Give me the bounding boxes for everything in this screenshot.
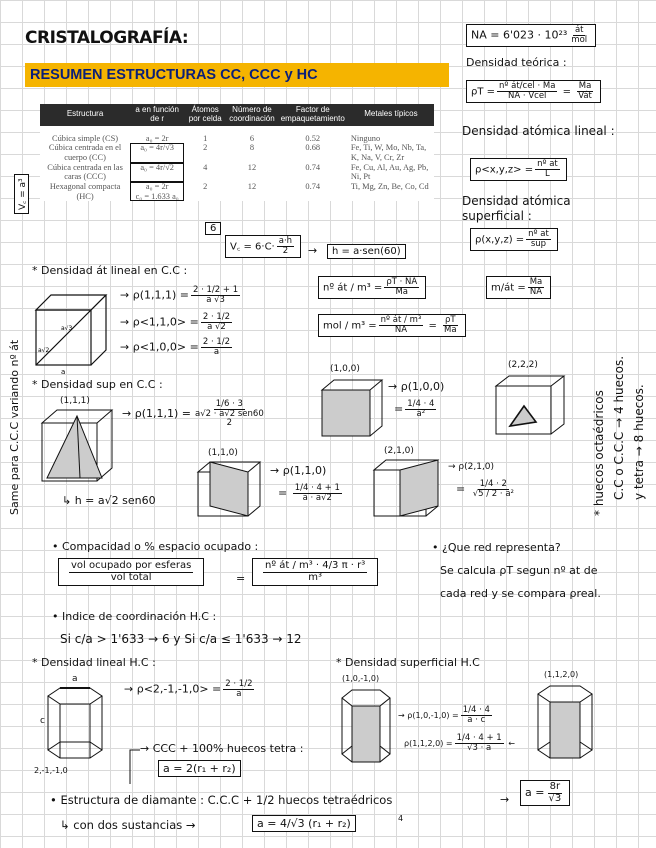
diamond-structure-note: • Estructura de diamante : C.C.C + 1/2 huecos tetraédricos (50, 793, 393, 807)
table-header: Estructura (40, 104, 130, 126)
rho-t-num: nº át/cel · Ma (499, 81, 556, 91)
sd-100-eq (394, 400, 438, 419)
comp-num2: nº át / m³ · 4/3 π · r³ (265, 560, 366, 571)
table-cell: 6 (249, 133, 255, 143)
sd-210-eq: = $\frac{1/4 \cdot 2}{\text{√5 / 2 · a²}}$ (456, 479, 514, 499)
table-cell: Fe, Ti, W, Mo, Nb, Ta, K, Na, V, Cr, Zr (350, 143, 427, 162)
plane-222-diagram (496, 374, 571, 439)
same-ccc-note: Same para C.C.C variando nº át (8, 339, 21, 515)
table-header-row (40, 104, 434, 126)
table-cell: 1 (203, 133, 208, 143)
ld-110-num: 2 · 1/2 (202, 312, 231, 322)
nat-m3-label: nº át / m³ = (323, 282, 383, 294)
sd-hc2-den: √3 · a (467, 742, 492, 753)
coordination-index-rule: Si c/a > 1'633 → 6 y Si c/a ≤ 1'633 → 12 (60, 632, 302, 646)
atoms-per-m3-formula (318, 276, 426, 299)
nat-m3-den: Ma (395, 286, 409, 297)
table-cell: 0.52 (305, 133, 321, 143)
height-formula-text: h = a√2 sen60 (74, 494, 156, 507)
hc-atoms-note: 6 (205, 222, 221, 235)
ld-hc-num: 2 · 1/2 (225, 679, 253, 689)
two-substances-note: ↳ con dos sustancias → (60, 818, 196, 832)
ld-110-label: ρ<1,1,0> = (132, 315, 199, 329)
table-cell: 8 (249, 143, 255, 153)
sd-hc1: → ρ(1,0,-1,0) = $\frac{1/4 \cdot 4}{a \cdot c}$ (398, 705, 490, 725)
which-lattice-answer-1: Se calcula ρT segun nº at de (440, 564, 598, 577)
sd-110-num: 1/4 · 4 + 1 (294, 483, 340, 493)
sd-100-num: 1/4 · 4 (407, 399, 435, 409)
mass-per-atom-formula (486, 276, 551, 299)
plane-label-222: (2,2,2) (508, 360, 538, 370)
rho-t-den: NA · Vcel (508, 90, 547, 101)
na-right: A = 6'023 · 10²³ (479, 28, 568, 42)
surface-density-cc-heading: * Densidad sup en C.C : (32, 378, 163, 391)
mat-label: m/át = (491, 282, 526, 294)
plane-210-diagram (374, 458, 454, 520)
ld-hc: → ρ<2,-1,-1,0> = $\frac{2 \cdot 1/2}{a}$ (124, 679, 253, 699)
ld-100-num: 2 · 1/2 (202, 337, 231, 347)
ld-111: → ρ(1,1,1) = $\frac{2 \cdot 1/2 + 1}{a √3}$ (120, 285, 239, 305)
mat-num: Ma (529, 277, 543, 287)
sd-100-eq-sign: = (394, 402, 404, 416)
table-row (40, 182, 434, 201)
arrow: → (308, 244, 318, 257)
surface-density-formula (470, 228, 558, 251)
table-cell: Ninguno (350, 133, 381, 143)
ld-111-den: a √3 (206, 294, 225, 305)
rho-t-num2: Ma (578, 81, 592, 91)
linear-density-cc-heading: * Densidad át lineal en C.C : (32, 264, 188, 277)
ccc-tetra-note: → CCC + 100% huecos tetra : (140, 742, 304, 755)
cc-cube-diagram (36, 290, 116, 376)
mol-m3-num1: nº át / m³ (380, 315, 422, 325)
diamond-a-label: a = (525, 786, 545, 799)
table-row (40, 143, 434, 162)
diamond-a-num: 8r (549, 781, 561, 792)
sd-111: → ρ(1,1,1) = 1/6 · 3 a√2 · a√2 sen60 2 (122, 399, 264, 428)
octahedral-holes-note: * huecos octaédricos (592, 390, 606, 516)
theoretical-density-formula: ρT = $\frac{\text{nº át/cel · Ma}}{\text{NA · Vcel}}$ = $\frac{Ma}{\text{Vát}}$ (466, 80, 601, 103)
ld-hc-label: ρ<2,-1,-1,0> = (136, 682, 222, 696)
hc-c-label: c (40, 716, 45, 726)
theoretical-density-heading: Densidad teórica : (466, 56, 567, 69)
hc-a-label: a (72, 674, 78, 684)
mol-m3-den1: NA (394, 324, 408, 335)
table-cell: 4 (203, 162, 208, 172)
linear-density-hc-heading: * Densidad lineal H.C : (32, 656, 156, 669)
ld-100: → ρ<1,0,0> = $\frac{2 \cdot 1/2}{a}$ (120, 337, 231, 357)
vc-hex-num: a·h (278, 236, 293, 246)
tetra-holes-note: y tetra → 8 huecos. (632, 384, 646, 500)
sd-210-label: ρ(2,1,0) (458, 462, 495, 472)
sd-hc1-num: 1/4 · 4 (462, 705, 490, 715)
compactness-formula-2 (252, 558, 378, 586)
comp-den2: m³ (308, 571, 322, 583)
page-number: 4 (398, 814, 404, 823)
a-r1-formula: a = 2(r₁ + r₂) (158, 760, 241, 777)
height-formula: ↳ h = a√2 sen60 (62, 494, 156, 507)
ld-111-num: 2 · 1/2 + 1 (193, 285, 239, 295)
ld-100-den: a (213, 346, 220, 357)
table-cell: 0.68 (305, 143, 321, 153)
na-unit-num: át (574, 25, 584, 35)
sd-111-den2: 2 (226, 417, 233, 428)
rho-lin-den: L (545, 168, 550, 179)
h-hex-formula: h = a·sen(60) (327, 244, 406, 259)
rho-sup-num: nº at (528, 229, 549, 239)
sd-hc1-den: a · c (467, 714, 486, 725)
ld-111-label: ρ(1,1,1) = (132, 288, 189, 302)
table-cell: a₀ = 2r c₀ = 1.633 a₀ (130, 182, 184, 201)
sd-110-den: a · a√2 (302, 492, 332, 503)
structures-table (40, 104, 434, 201)
table-cell: a₀ = 4r/√3 (130, 143, 184, 162)
hcp-plane-1-diagram (342, 686, 402, 770)
page-title: CRISTALOGRAFÍA: (25, 28, 189, 48)
sd-210-num: 1/4 · 2 (479, 479, 507, 489)
table-cell: 2 (203, 143, 208, 153)
ld-hc-den: a (236, 688, 242, 699)
diamond-a-den: √3 (548, 792, 562, 804)
compactness-formula (58, 558, 204, 586)
rho-sup-label: ρ(x,y,z) = (475, 234, 525, 246)
comp-den: vol total (110, 571, 152, 583)
table-header: Átomos por celda (184, 104, 226, 126)
vc-cube-formula: V꜀ = a³ (14, 174, 29, 214)
hc-direction-label: 2,-1,-1,0 (34, 766, 68, 775)
table-cell: Cúbica simple (CS) (52, 133, 119, 143)
rho-sup-den: sup (530, 238, 547, 249)
structures-table-wrap (40, 104, 434, 201)
avogadro-formula (466, 24, 596, 47)
na-unit-den: mol (571, 34, 588, 45)
rho-t-den2: Vát (578, 90, 592, 101)
table-cell: Hexagonal compacta (HC) (49, 181, 121, 201)
ld-100-label: ρ<1,0,0> = (132, 340, 199, 354)
sd-100-den: a² (416, 408, 426, 419)
sd-hc2-label: ρ(1,1,2,0) = (404, 738, 453, 748)
which-lattice-question: • ¿Que red representa? (432, 541, 561, 554)
coordination-index-heading: • Indice de coordinación H.C : (52, 610, 217, 623)
ld-110-den: a √2 (207, 321, 226, 332)
table-cell: Cúbica centrada en el cuerpo (CC) (48, 143, 122, 162)
mol-m3-label: mol / m³ = (323, 320, 377, 332)
ld-110: → ρ<1,1,0> = $\frac{2 \cdot 1/2}{a √2}$ (120, 312, 231, 332)
table-cell: a₀ = 2r (145, 133, 169, 143)
plane-110-diagram (198, 460, 278, 520)
table-row (40, 126, 434, 144)
sd-100-label: ρ(1,0,0) (400, 380, 445, 393)
vc-hex-label: V꜀ = 6·C· (230, 241, 275, 253)
table-cell: 2 (203, 181, 208, 191)
connector-line (126, 750, 146, 790)
plane-111-diagram (42, 408, 122, 488)
hcp-plane-2-diagram (538, 682, 604, 766)
ccc-holes-note: C.C o C.C.C → 4 huecos. (612, 355, 626, 500)
nat-m3-num: ρT · NA (386, 277, 418, 287)
sd-111-den: a√2 · a√2 sen60 (195, 408, 264, 419)
plane-100-diagram (322, 378, 392, 438)
diamond-a-formula (520, 780, 570, 806)
table-cell: 12 (247, 181, 257, 191)
equals: = (236, 572, 246, 585)
rho-lin-label: ρ<x,y,z> = (475, 164, 534, 176)
a-r2-formula: a = 4/√3 (r₁ + r₂) (252, 815, 356, 832)
table-header: Número de coordinación (226, 104, 277, 126)
mol-m3-num2: ρT (444, 315, 456, 325)
rho-t-label: ρT = (471, 86, 496, 98)
table-header: a en función de r (130, 104, 184, 126)
plane-label-210: (2,1,0) (384, 446, 414, 456)
table-header: Metales típicos (348, 104, 434, 126)
plane-label-hc2: (1,1,2,0) (544, 670, 579, 679)
compactness-heading: • Compacidad o % espacio ocupado : (52, 540, 259, 553)
sd-210-den: √5 / 2 · a² (472, 488, 514, 499)
hcp-prism-diagram (50, 684, 120, 766)
table-cell: Ti, Mg, Zn, Be, Co, Cd (350, 181, 429, 191)
sd-110-label: ρ(1,1,0) (282, 464, 327, 477)
sd-110: → ρ(1,1,0) (270, 464, 327, 477)
linear-density-formula (470, 158, 567, 181)
plane-label-hc1: (1,0,-1,0) (342, 674, 380, 683)
table-cell: a₀ = 4r/√2 (130, 163, 184, 182)
sd-hc2: ρ(1,1,2,0) = $\frac{1/4 \cdot 4 + 1}{√3 \cdot a}$ ← (404, 733, 515, 753)
sd-111-label: ρ(1,1,1) = (134, 406, 191, 420)
sd-hc1-label: ρ(1,0,-1,0) = (407, 710, 459, 720)
ccc-tetra-text: CCC + 100% huecos tetra : (152, 742, 304, 755)
cube-label-a-sqrt3: a√3 (61, 325, 73, 332)
rho-lin-num: nº at (537, 159, 558, 169)
plane-label-110: (1,1,0) (208, 448, 238, 458)
table-row (40, 163, 434, 182)
vc-hex-den: 2 (282, 245, 289, 256)
table-cell: 0.74 (305, 162, 321, 172)
banner-heading: RESUMEN ESTRUCTURAS CC, CCC y HC (25, 63, 449, 87)
surface-density-heading: Densidad atómica superficial : (462, 194, 571, 223)
which-lattice-answer-2: cada red y se compara ρreal. (440, 587, 601, 600)
sd-110-eq: = $\frac{1/4 \cdot 4 + 1}{a \cdot a√2}$ (278, 483, 340, 503)
table-cell: Cúbica centrada en las caras (CCC) (47, 162, 123, 182)
table-header: Factor de empaquetamiento (278, 104, 348, 126)
mol-per-m3-formula: mol / m³ = $\frac{\text{nº át / m³}}{NA}$ = $\frac{\rho T}{Ma}$ (318, 314, 466, 337)
comp-num: vol ocupado por esferas (71, 560, 192, 571)
sd-hc2-num: 1/4 · 4 + 1 (456, 733, 502, 743)
linear-density-heading: Densidad atómica lineal : (462, 124, 615, 138)
cube-label-a-sqrt2: a√2 (38, 347, 50, 354)
plane-label-100: (1,0,0) (330, 364, 360, 374)
table-cell: 12 (247, 162, 257, 172)
sd-210: → ρ(2,1,0) (448, 462, 495, 472)
sd-111-num: 1/6 · 3 (215, 399, 243, 409)
table-cell: Fe, Cu, Al, Au, Ag, Pb, Ni, Pt (350, 162, 429, 182)
mol-m3-den2: Ma (444, 324, 457, 335)
arrow: → (500, 793, 510, 806)
vc-hex-formula (225, 235, 301, 258)
mat-den: NA (529, 286, 543, 297)
plane-label-111: (1,1,1) (60, 396, 90, 406)
cube-label-a: a (61, 368, 66, 376)
surface-density-hc-heading: * Densidad superficial H.C (336, 656, 480, 669)
table-cell: 0.74 (305, 181, 321, 191)
na-left: N (471, 28, 480, 42)
sd-100: → ρ(1,0,0) (388, 380, 445, 393)
